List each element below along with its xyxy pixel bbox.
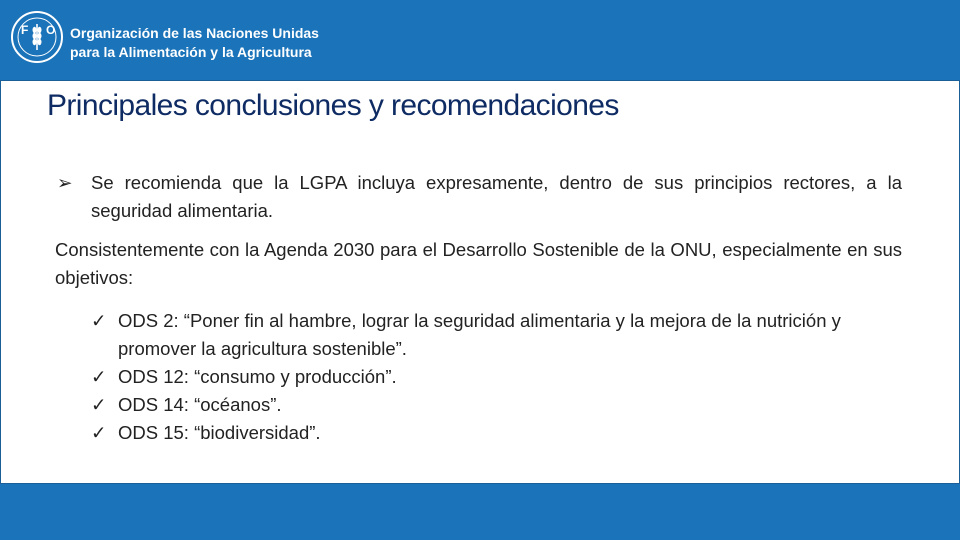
organization-name-line2: para la Alimentación y la Agricultura — [70, 44, 312, 60]
recommendation-text: Se recomienda que la LGPA incluya expresamente, dentro de sus principios rectores, a la seguridad alimentaria. — [91, 172, 902, 221]
ods-list-item — [91, 307, 891, 363]
header-bar — [0, 0, 960, 80]
organization-name-line1: Organización de las Naciones Unidas — [70, 25, 319, 41]
slide-content — [0, 80, 960, 484]
ods-list-item — [91, 391, 891, 419]
svg-text:O: O — [46, 23, 56, 37]
ods-item-text: ODS 12: “consumo y producción”. — [118, 366, 397, 387]
checkmark-icon: ✓ — [91, 394, 107, 415]
checkmark-icon: ✓ — [91, 422, 107, 443]
recommendation-item — [57, 169, 902, 225]
arrow-bullet-icon: ➢ — [57, 172, 73, 193]
slide-title: Principales conclusiones y recomendaciones — [47, 89, 619, 122]
ods-item-text: ODS 2: “Poner fin al hambre, lograr la seguridad alimentaria y la mejora de la nutrición y promover la agricultura sostenible”. — [118, 310, 841, 359]
ods-item-text: ODS 14: “océanos”. — [118, 394, 282, 415]
checkmark-icon: ✓ — [91, 366, 107, 387]
ods-item-text: ODS 15: “biodiversidad”. — [118, 422, 321, 443]
svg-text:F: F — [21, 23, 29, 37]
ods-list — [91, 307, 891, 447]
checkmark-icon: ✓ — [91, 310, 107, 331]
ods-list-item — [91, 363, 891, 391]
footer-bar — [0, 484, 960, 540]
organization-name — [70, 24, 319, 62]
ods-list-item — [91, 419, 891, 447]
fao-logo-icon — [10, 10, 64, 64]
consistency-paragraph: Consistentemente con la Agenda 2030 para el Desarrollo Sostenible de la ONU, especialmente en sus objetivos: — [55, 239, 902, 288]
